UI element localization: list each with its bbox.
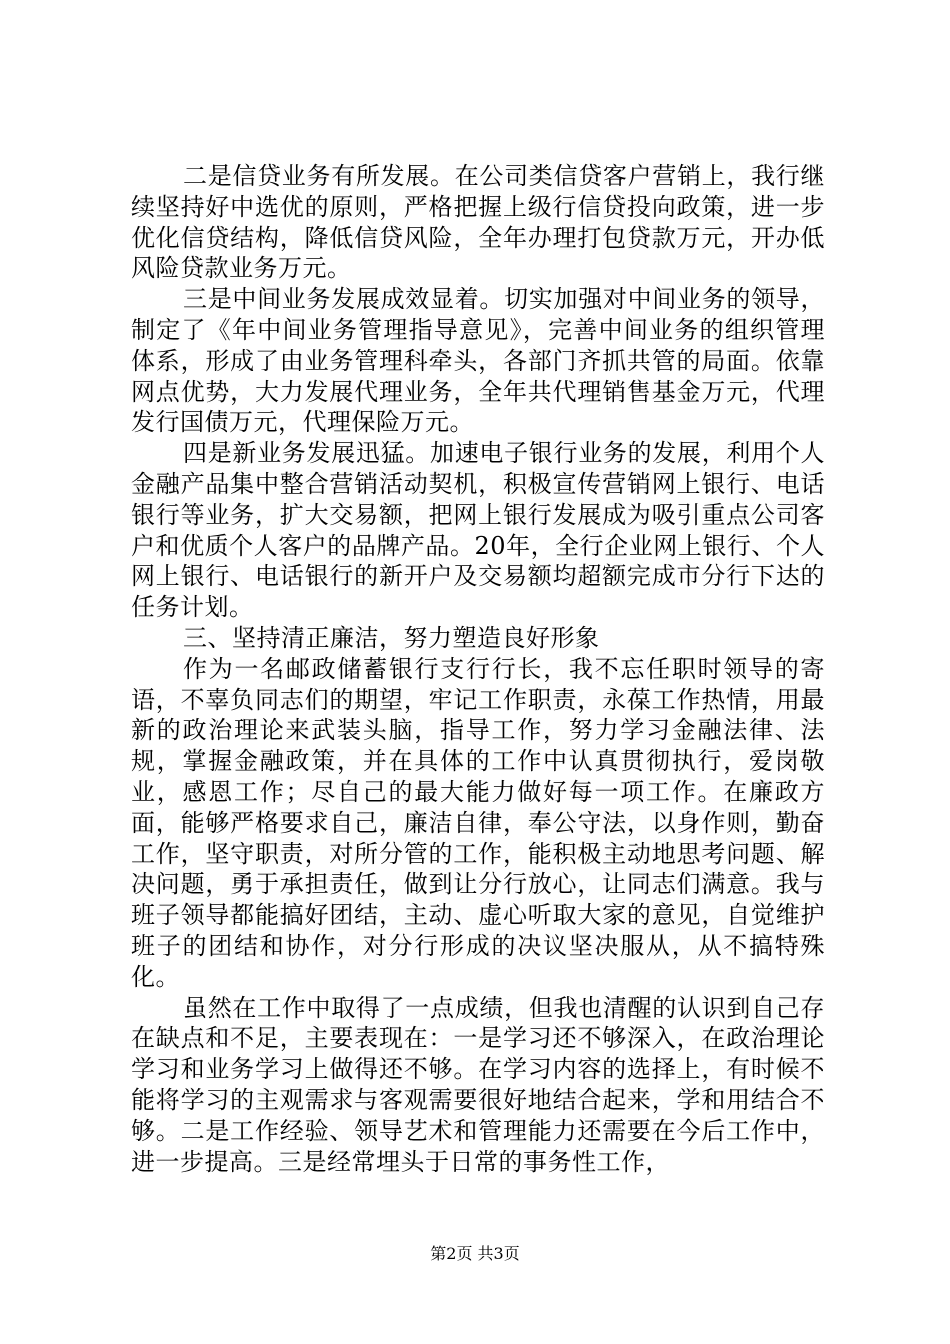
page-number-footer: 第2页 共3页 (430, 1244, 520, 1263)
section-heading-integrity: 三、坚持清正廉洁，努力塑造良好形象 (183, 623, 600, 652)
paragraph-new-business: 四是新业务发展迅猛。加速电子银行业务的发展，利用个人金融产品集中整合营销活动契机，积极宣传营销网上银行、电话银行等业务，扩大交易额，把网上银行发展成为吸引重点公司客户和优质个人客户的品牌产品。20年，全行企业网上银行、个人网上银行、电话银行的新开户及交易额均超额完成市分行下达的任务计划。 (131, 439, 825, 622)
paragraph-intermediate-business: 三是中间业务发展成效显着。切实加强对中间业务的领导，制定了《年中间业务管理指导意见》，完善中间业务的组织管理体系，形成了由业务管理科牵头，各部门齐抓共管的局面。依靠网点优势，大力发展代理业务，全年共代理销售基金万元，代理发行国债万元，代理保险万元。 (131, 285, 825, 437)
paragraph-shortcomings: 虽然在工作中取得了一点成绩，但我也清醒的认识到自己存在缺点和不足，主要表现在：一是学习还不够深入，在政治理论学习和业务学习上做得还不够。在学习内容的选择上，有时候不能将学习的主观需求与客观需要很好地结合起来，学和用结合不够。二是工作经验、领导艺术和管理能力还需要在今后工作中，进一步提高。三是经常埋头于日常的事务性工作， (131, 993, 825, 1176)
document-body (131, 161, 825, 1177)
paragraph-credit-business: 二是信贷业务有所发展。在公司类信贷客户营销上，我行继续坚持好中选优的原则，严格把握上级行信贷投向政策，进一步优化信贷结构，降低信贷风险，全年办理打包贷款万元，开办低风险贷款业务万元。 (131, 162, 825, 283)
paragraph-integrity: 作为一名邮政储蓄银行支行行长，我不忘任职时领导的寄语，不辜负同志们的期望，牢记工作职责，永葆工作热情，用最新的政治理论来武装头脑，指导工作，努力学习金融法律、法规，掌握金融政策，并在具体的工作中认真贯彻执行，爱岗敬业，感恩工作；尽自己的最大能力做好每一项工作。在廉政方面，能够严格要求自己，廉洁自律，奉公守法，以身作则，勤奋工作，坚守职责，对所分管的工作，能积极主动地思考问题、解决问题，勇于承担责任，做到让分行放心，让同志们满意。我与班子领导都能搞好团结，主动、虚心听取大家的意见，自觉维护班子的团结和协作，对分行形成的决议坚决服从，从不搞特殊化。 (131, 654, 825, 991)
